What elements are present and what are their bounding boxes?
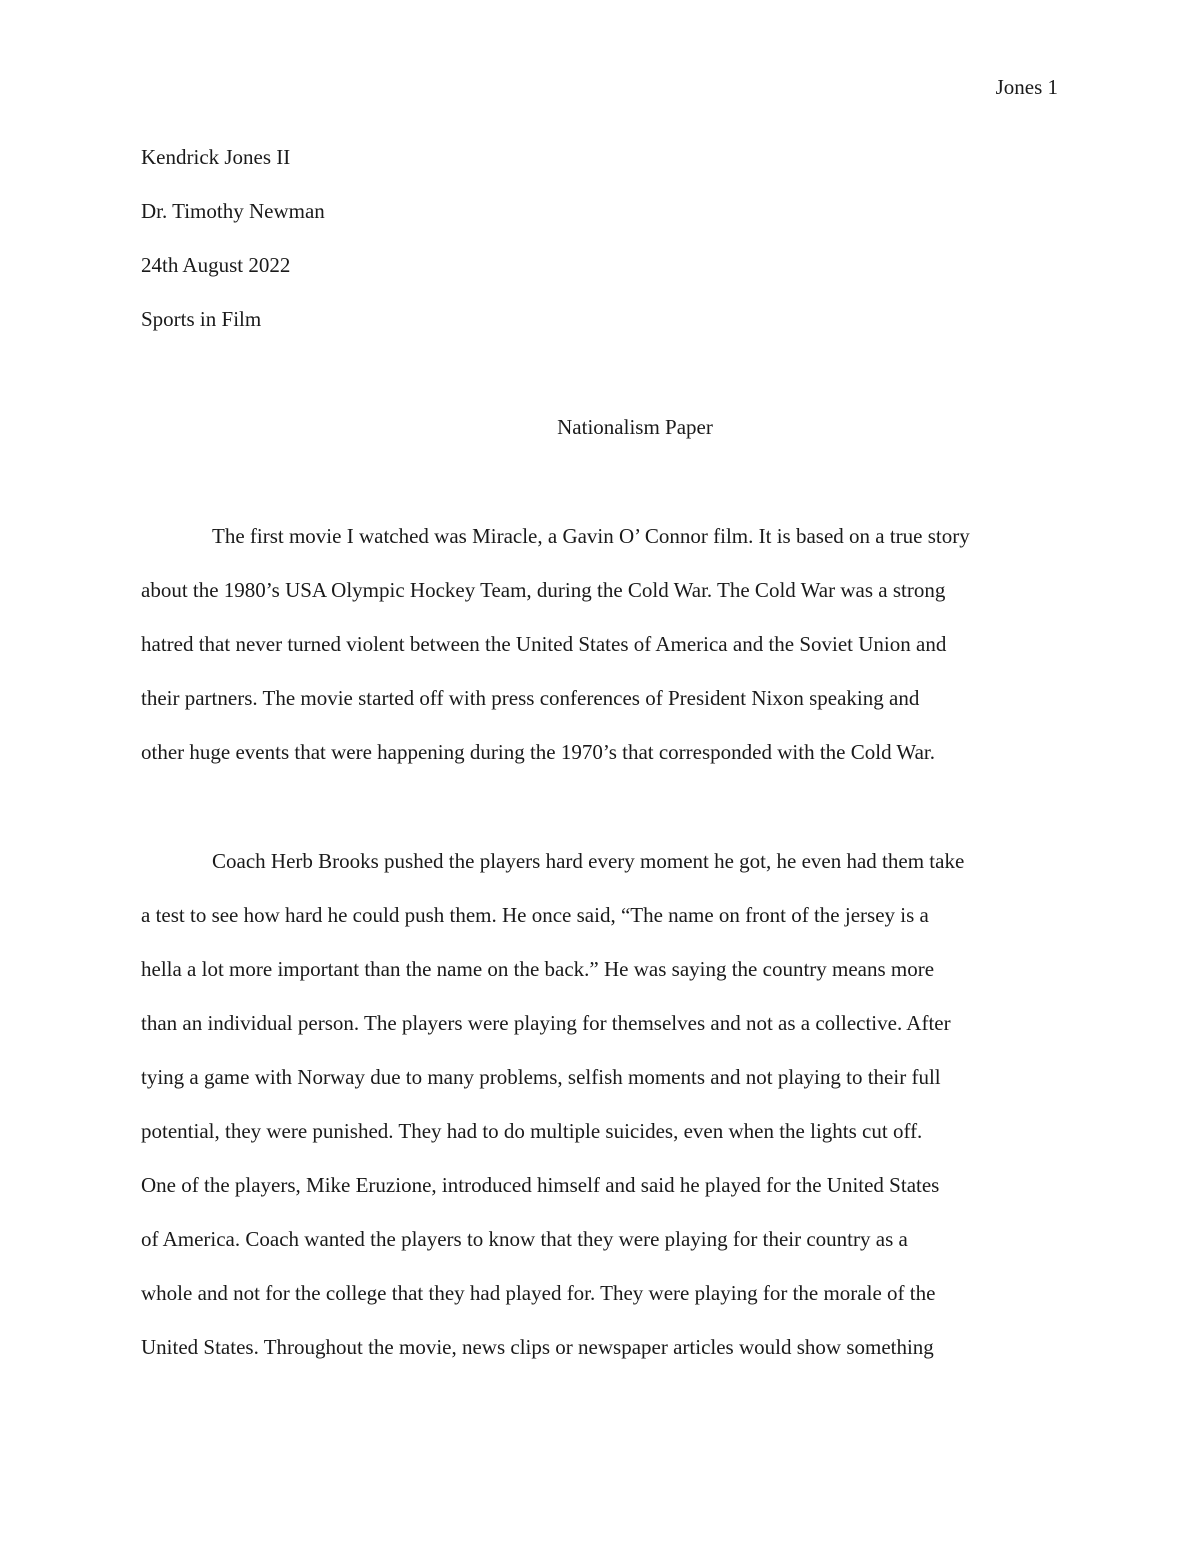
- paragraph-1-line-1: The first movie I watched was Miracle, a Gavin O’ Connor film. It is based on a true story: [212, 524, 970, 548]
- paragraph-2-line-6: potential, they were punished. They had to do multiple suicides, even when the lights cut off.: [141, 1119, 923, 1143]
- paragraph-2-line-10: United States. Throughout the movie, news clips or newspaper articles would show something: [141, 1335, 934, 1359]
- instructor-name: Dr. Timothy Newman: [141, 199, 325, 223]
- paragraph-2-line-9: whole and not for the college that they had played for. They were playing for the morale of the: [141, 1281, 936, 1305]
- paragraph-1-line-3: hatred that never turned violent between the United States of America and the Soviet Union and: [141, 632, 947, 656]
- author-name: Kendrick Jones II: [141, 145, 291, 169]
- submission-date: 24th August 2022: [141, 253, 291, 277]
- paragraph-1-line-5: other huge events that were happening during the 1970’s that corresponded with the Cold War.: [141, 740, 935, 764]
- paper-title: Nationalism Paper: [557, 415, 713, 439]
- course-name: Sports in Film: [141, 307, 262, 331]
- paragraph-2-line-5: tying a game with Norway due to many problems, selfish moments and not playing to their full: [141, 1065, 941, 1089]
- paragraph-2-line-1: Coach Herb Brooks pushed the players hard every moment he got, he even had them take: [212, 849, 965, 873]
- paragraph-2-line-3: hella a lot more important than the name on the back.” He was saying the country means more: [141, 957, 935, 981]
- paragraph-2-line-2: a test to see how hard he could push them. He once said, “The name on front of the jersey is a: [141, 903, 929, 927]
- page-header: [996, 72, 1058, 102]
- page-number-label: Jones 1: [995, 75, 1058, 99]
- paragraph-2-line-7: One of the players, Mike Eruzione, introduced himself and said he played for the United States: [141, 1173, 940, 1197]
- paragraph-2-line-8: of America. Coach wanted the players to know that they were playing for their country as a: [141, 1227, 908, 1251]
- paragraph-1-line-4: their partners. The movie started off with press conferences of President Nixon speaking and: [141, 686, 920, 710]
- paragraph-2-line-4: than an individual person. The players were playing for themselves and not as a collective. After: [141, 1011, 951, 1035]
- paragraph-1-line-2: about the 1980’s USA Olympic Hockey Team, during the Cold War. The Cold War was a strong: [141, 578, 946, 602]
- mla-heading: [141, 142, 325, 358]
